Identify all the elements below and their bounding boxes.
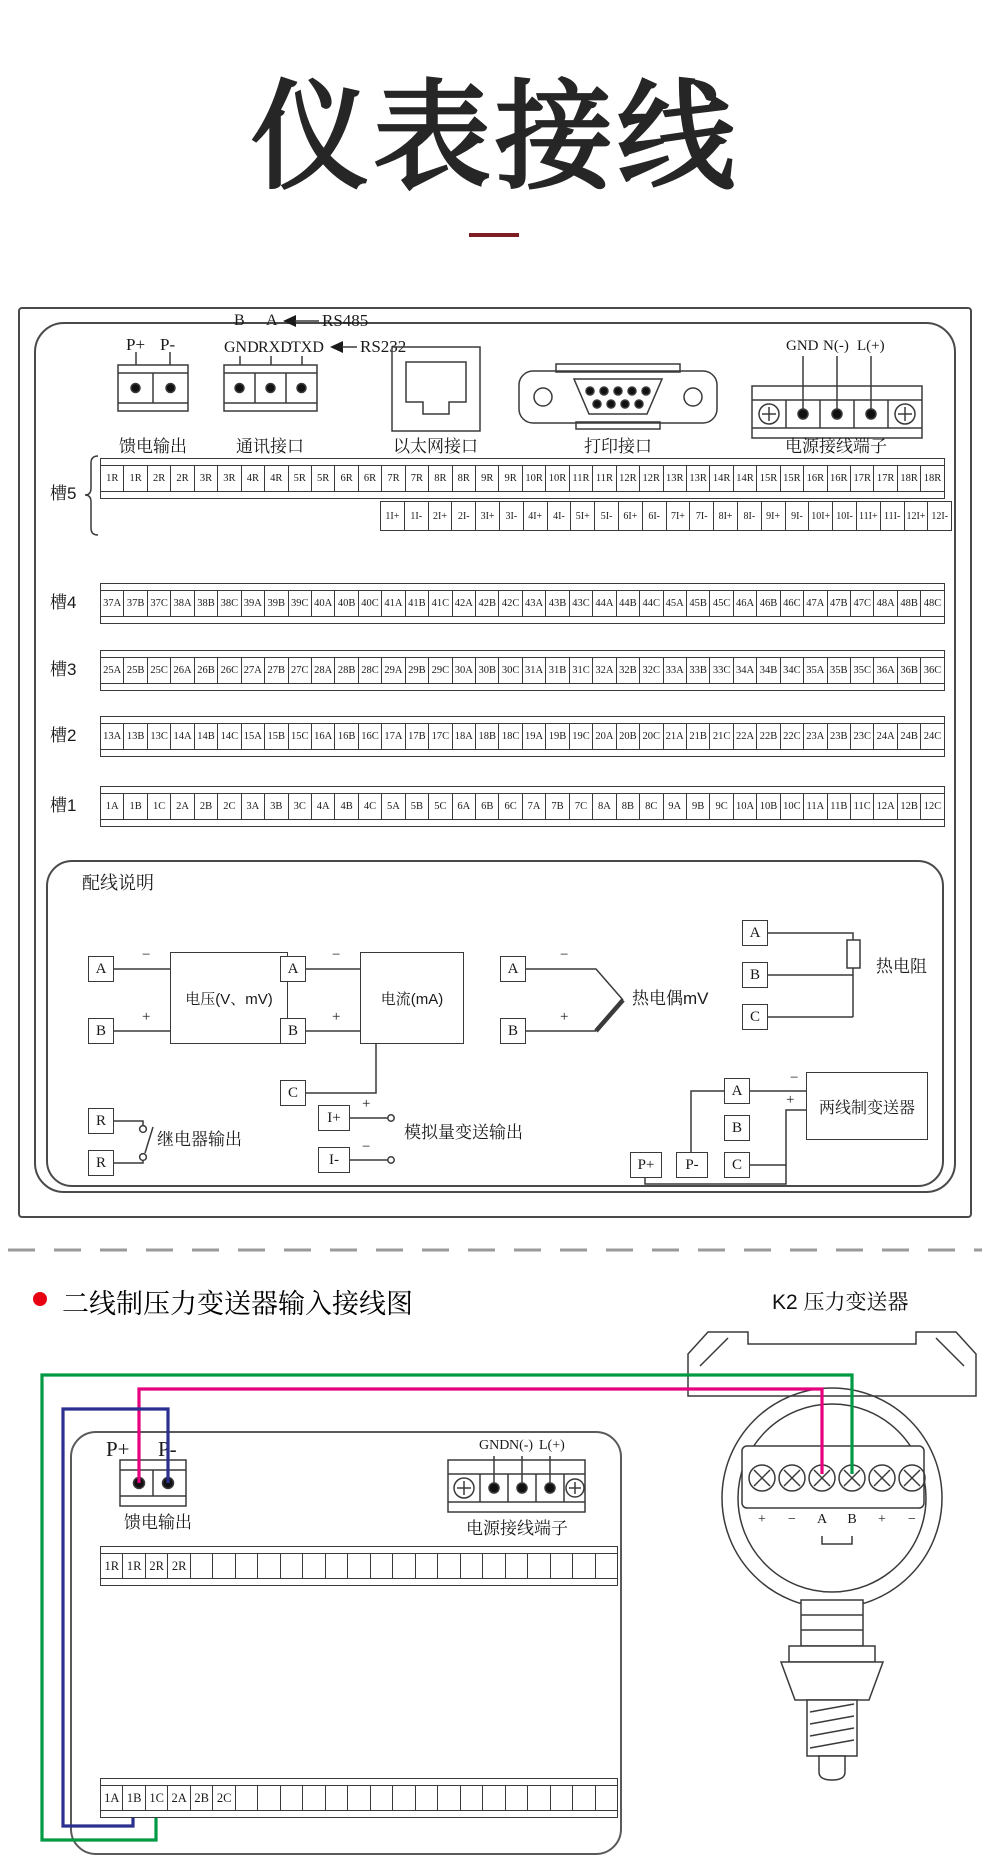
terminal-cell: 5C (429, 794, 452, 819)
feed-pminus-label: P- (160, 335, 176, 354)
terminal-cell: 15B (265, 724, 288, 749)
feed-pplus-label: P+ (126, 335, 146, 354)
terminal-cell: 29C (429, 658, 452, 683)
terminal-cell: 8R (429, 466, 452, 491)
terminal-cell: 15A (242, 724, 265, 749)
terminal-cell: 12B (898, 794, 921, 819)
terminal-cell: 47C (851, 591, 874, 616)
terminal-cell: 1C (148, 794, 171, 819)
power-gnd-label: GND (786, 338, 819, 354)
terminal-cell: 27B (265, 658, 288, 683)
terminal-cell: 19C (570, 724, 593, 749)
terminal-cell: 16A (312, 724, 335, 749)
terminal-cell: 5I- (595, 502, 619, 530)
terminal-cell: 42B (476, 591, 499, 616)
terminal-cell: 46B (757, 591, 780, 616)
terminal-cell: 5R (289, 466, 312, 491)
terminal-cell: 36B (898, 658, 921, 683)
terminal-cell: 22C (781, 724, 804, 749)
sign-plus: + (362, 1096, 371, 1112)
terminal-cell: 20A (593, 724, 616, 749)
terminal-cell: 4B (335, 794, 358, 819)
terminal-cell: 9C (710, 794, 733, 819)
feed-output-label: 馈电输出 (119, 437, 187, 456)
terminal-cell: 3C (289, 794, 312, 819)
terminal-cell: 9I- (786, 502, 810, 530)
power-n-label: N(-) (823, 338, 849, 354)
terminal-cell: 39C (289, 591, 312, 616)
feed-pminus-label-bottom: P- (158, 1437, 177, 1461)
terminal-cell: 2B (195, 794, 218, 819)
terminal-cell: 7R (382, 466, 405, 491)
transmitter-terminal-label: − (908, 1512, 916, 1527)
terminal-cell: 12A (874, 794, 897, 819)
terminal-cell: 10I- (833, 502, 857, 530)
terminal-cell: 20B (617, 724, 640, 749)
green-wire (42, 1375, 852, 1840)
terminal-cell: 10C (781, 794, 804, 819)
terminal-cell: 3R (218, 466, 241, 491)
rtd-label: 热电阻 (876, 957, 927, 976)
power-terminal-label-bottom: 电源接线端子 (466, 1519, 568, 1538)
terminal-cell: 7I+ (667, 502, 691, 530)
terminal-cell: 45B (687, 591, 710, 616)
terminal-cell: 29A (382, 658, 405, 683)
terminal-cell: 2I- (452, 502, 476, 530)
terminal-cell: 43B (546, 591, 569, 616)
terminal-cell: 1I+ (381, 502, 405, 530)
terminal-cell: 44A (593, 591, 616, 616)
terminal-cell: 29B (406, 658, 429, 683)
terminal-cell: 8I+ (714, 502, 738, 530)
terminal-cell: 2B (191, 1786, 213, 1810)
pink-wire (139, 1389, 822, 1483)
terminal-cell: 7B (546, 794, 569, 819)
rs232-label: RS232 (360, 337, 407, 356)
terminal-cell: 4A (312, 794, 335, 819)
voltage-input-box: 电压(V、mV) (170, 952, 288, 1044)
comm-rxd-label: RXD (258, 339, 292, 356)
terminal-cell: 2R (171, 466, 194, 491)
terminal-cell: 13R (687, 466, 710, 491)
terminal-cell: 40C (359, 591, 382, 616)
terminal-box-iplus: I+ (318, 1105, 350, 1131)
terminal-cell: 32C (640, 658, 663, 683)
terminal-cell: 8C (640, 794, 663, 819)
terminal-box-b: B (742, 962, 768, 988)
terminal-cell: 35C (851, 658, 874, 683)
terminal-cell: 48B (898, 591, 921, 616)
terminal-cell: 11C (851, 794, 874, 819)
terminal-cell: 11I- (881, 502, 905, 530)
terminal-cell: 16B (335, 724, 358, 749)
terminal-cell: 37B (124, 591, 147, 616)
terminal-cell: 18R (923, 473, 942, 484)
terminal-cell: 10R (546, 466, 569, 491)
page-title: 仪表接线 (250, 72, 739, 204)
terminal-cell: 10I+ (809, 502, 833, 530)
terminal-cell: 9R (476, 466, 499, 491)
terminal-cell: 13B (124, 724, 147, 749)
terminal-cell: 35B (828, 658, 851, 683)
terminal-cell: 22B (757, 724, 780, 749)
terminal-cell: 13R (664, 466, 687, 491)
sign-minus: − (362, 1139, 371, 1155)
terminal-cell: 33B (687, 658, 710, 683)
transmitter-device-label: K2 压力变送器 (772, 1291, 909, 1314)
terminal-cell: 6I+ (619, 502, 643, 530)
terminal-cell: 16C (359, 724, 382, 749)
terminal-cell: 2C (218, 794, 241, 819)
terminal-cell: 32B (617, 658, 640, 683)
thermocouple-label: 热电偶mV (632, 989, 709, 1008)
terminal-cell: 17R (851, 466, 874, 491)
sign-minus: − (332, 947, 341, 963)
transmitter-terminal-label: + (878, 1512, 886, 1527)
terminal-box-r: R (88, 1150, 114, 1176)
terminal-box-b: B (88, 1018, 114, 1044)
terminal-cell: 8R (453, 466, 476, 491)
terminal-cell: 7A (523, 794, 546, 819)
terminal-cell: 25C (148, 658, 171, 683)
sign-minus: − (790, 1070, 799, 1086)
power-n-label-bottom: N(-) (509, 1438, 534, 1453)
terminal-box-a: A (280, 956, 306, 982)
slot3-label: 槽3 (50, 660, 77, 679)
terminal-cell: 6A (453, 794, 476, 819)
terminal-cell: 3I+ (476, 502, 500, 530)
terminal-cell: 43C (570, 591, 593, 616)
terminal-cell: 13A (101, 724, 124, 749)
terminal-box-r: R (88, 1108, 114, 1134)
terminal-box-c: C (724, 1152, 750, 1178)
terminal-cell: 38A (171, 591, 194, 616)
terminal-cell: 3A (242, 794, 265, 819)
slot5-label: 槽5 (50, 484, 77, 503)
terminal-cell: 7R (406, 466, 429, 491)
comm-a-label: A (266, 312, 278, 329)
terminal-cell: 21A (664, 724, 687, 749)
terminal-box-b: B (280, 1018, 306, 1044)
slot1-label: 槽1 (50, 796, 77, 815)
terminal-cell: 9I+ (762, 502, 786, 530)
terminal-cell: 9B (687, 794, 710, 819)
terminal-cell: 22A (734, 724, 757, 749)
terminal-cell: 4C (359, 794, 382, 819)
terminal-cell: 25A (101, 658, 124, 683)
terminal-cell: 4R (242, 466, 265, 491)
terminal-cell: 48C (923, 598, 942, 609)
terminal-cell: 21C (710, 724, 733, 749)
terminal-cell: 45C (710, 591, 733, 616)
terminal-cell: 11R (593, 466, 616, 491)
terminal-cell: 36A (874, 658, 897, 683)
terminal-cell: 48A (874, 591, 897, 616)
comm-txd-label: TXD (291, 339, 324, 356)
terminal-cell: 8I- (738, 502, 762, 530)
transmitter-terminal-label: + (758, 1512, 766, 1527)
terminal-cell: 37A (101, 591, 124, 616)
terminal-cell: 5B (406, 794, 429, 819)
terminal-cell: 14R (734, 466, 757, 491)
sign-plus: + (142, 1009, 151, 1025)
terminal-cell: 7C (570, 794, 593, 819)
terminal-cell: 31B (546, 658, 569, 683)
terminal-cell: 38C (218, 591, 241, 616)
terminal-cell: 26C (218, 658, 241, 683)
terminal-cell: 5I+ (571, 502, 595, 530)
power-terminal-label: 电源接线端子 (785, 437, 887, 456)
terminal-cell: 7I- (690, 502, 714, 530)
terminal-cell: 6B (476, 794, 499, 819)
section2-title: 二线制压力变送器输入接线图 (62, 1289, 413, 1319)
terminal-cell: 17A (382, 724, 405, 749)
sign-plus: + (332, 1009, 341, 1025)
terminal-cell: 24A (874, 724, 897, 749)
terminal-cell: 10B (757, 794, 780, 819)
terminal-box-pminus: P- (676, 1152, 708, 1178)
terminal-cell: 11A (804, 794, 827, 819)
terminal-cell: 40A (312, 591, 335, 616)
terminal-cell: 8A (593, 794, 616, 819)
terminal-cell: 16R (804, 466, 827, 491)
terminal-cell: 11B (828, 794, 851, 819)
terminal-cell: 18R (898, 466, 921, 491)
terminal-cell: 1A (101, 794, 124, 819)
transmitter-terminal-label: − (788, 1512, 796, 1527)
terminal-cell: 2R (168, 1554, 190, 1578)
sign-plus: + (560, 1009, 569, 1025)
terminal-cell: 47B (828, 591, 851, 616)
terminal-cell: 6C (499, 794, 522, 819)
terminal-cell: 1C (146, 1786, 168, 1810)
terminal-cell: 1B (124, 794, 147, 819)
analog-output-label: 模拟量变送输出 (404, 1123, 523, 1142)
terminal-cell: 17C (429, 724, 452, 749)
terminal-cell: 18C (499, 724, 522, 749)
sign-plus: + (786, 1092, 795, 1108)
terminal-cell: 27C (289, 658, 312, 683)
terminal-cell: 15R (757, 466, 780, 491)
printer-port-label: 打印接口 (584, 437, 652, 456)
terminal-box-c: C (280, 1080, 306, 1106)
terminal-cell: 23A (804, 724, 827, 749)
terminal-cell: 42A (453, 591, 476, 616)
terminal-cell: 40B (335, 591, 358, 616)
comm-port-label: 通讯接口 (236, 437, 304, 456)
terminal-cell: 10A (734, 794, 757, 819)
sign-minus: − (142, 947, 151, 963)
terminal-cell: 30A (453, 658, 476, 683)
terminal-cell: 23C (851, 724, 874, 749)
terminal-cell: 3R (195, 466, 218, 491)
terminal-cell: 5A (382, 794, 405, 819)
terminal-cell: 28A (312, 658, 335, 683)
terminal-cell: 12C (923, 801, 942, 812)
terminal-cell: 11I+ (857, 502, 881, 530)
terminal-cell: 1R (123, 1554, 145, 1578)
terminal-cell: 11R (570, 466, 593, 491)
terminal-cell: 28B (335, 658, 358, 683)
terminal-cell: 1R (101, 466, 124, 491)
terminal-cell: 31A (523, 658, 546, 683)
current-input-box: 电流(mA) (360, 952, 464, 1044)
terminal-cell: 21B (687, 724, 710, 749)
terminal-cell: 1R (101, 1554, 123, 1578)
terminal-cell: 42C (499, 591, 522, 616)
terminal-cell: 26A (171, 658, 194, 683)
terminal-cell: 46C (781, 591, 804, 616)
terminal-cell: 44B (617, 591, 640, 616)
terminal-cell: 24C (923, 731, 942, 742)
terminal-cell: 39B (265, 591, 288, 616)
terminal-cell: 47A (804, 591, 827, 616)
slot2-label: 槽2 (50, 726, 77, 745)
power-l-label-bottom: L(+) (539, 1438, 565, 1453)
terminal-cell: 6R (359, 466, 382, 491)
terminal-cell: 30C (499, 658, 522, 683)
terminal-cell: 14A (171, 724, 194, 749)
terminal-cell: 3B (265, 794, 288, 819)
blue-wire (63, 1409, 168, 1826)
terminal-cell: 17B (406, 724, 429, 749)
terminal-cell: 34B (757, 658, 780, 683)
terminal-cell: 19A (523, 724, 546, 749)
terminal-cell: 18A (453, 724, 476, 749)
terminal-cell: 9R (499, 466, 522, 491)
terminal-cell: 1B (123, 1786, 145, 1810)
terminal-cell: 17R (874, 466, 897, 491)
relay-output-label: 继电器输出 (157, 1130, 242, 1149)
terminal-cell: 41C (429, 591, 452, 616)
ethernet-port-label: 以太网接口 (393, 437, 478, 456)
terminal-box-a: A (88, 956, 114, 982)
wiring-notes-title: 配线说明 (82, 873, 154, 893)
terminal-cell: 14C (218, 724, 241, 749)
terminal-cell: 12R (640, 466, 663, 491)
terminal-cell: 41B (406, 591, 429, 616)
comm-b-label: B (234, 312, 245, 329)
terminal-cell: 4I- (548, 502, 572, 530)
terminal-cell: 23B (828, 724, 851, 749)
rs485-label: RS485 (322, 311, 369, 330)
terminal-cell: 46A (734, 591, 757, 616)
terminal-cell: 31C (570, 658, 593, 683)
terminal-cell: 9A (664, 794, 687, 819)
terminal-cell: 12I+ (905, 502, 929, 530)
terminal-cell: 37C (148, 591, 171, 616)
terminal-cell: 24B (898, 724, 921, 749)
terminal-box-pplus: P+ (630, 1152, 662, 1178)
terminal-cell: 6R (335, 466, 358, 491)
terminal-box-a: A (742, 920, 768, 946)
terminal-cell: 14R (710, 466, 733, 491)
terminal-cell: 33A (664, 658, 687, 683)
terminal-cell: 15R (781, 466, 804, 491)
terminal-box-b: B (724, 1115, 750, 1141)
terminal-cell: 34A (734, 658, 757, 683)
terminal-cell: 14B (195, 724, 218, 749)
terminal-cell: 28C (359, 658, 382, 683)
slot4-label: 槽4 (50, 593, 77, 612)
terminal-cell: 2C (213, 1786, 235, 1810)
sign-minus: − (560, 947, 569, 963)
power-l-label: L(+) (857, 338, 885, 354)
terminal-box-b: B (500, 1018, 526, 1044)
feed-output-label-bottom: 馈电输出 (124, 1513, 192, 1532)
terminal-cell: 1I- (405, 502, 429, 530)
terminal-cell: 35A (804, 658, 827, 683)
terminal-cell: 41A (382, 591, 405, 616)
terminal-cell: 38B (195, 591, 218, 616)
terminal-cell: 19B (546, 724, 569, 749)
feed-pplus-label-bottom: P+ (106, 1437, 130, 1461)
terminal-cell: 3I- (500, 502, 524, 530)
terminal-cell: 45A (664, 591, 687, 616)
terminal-box-c: C (742, 1004, 768, 1030)
terminal-cell: 25B (124, 658, 147, 683)
terminal-cell: 2I+ (429, 502, 453, 530)
terminal-cell: 6I- (643, 502, 667, 530)
terminal-cell: 43A (523, 591, 546, 616)
terminal-cell: 26B (195, 658, 218, 683)
terminal-cell: 4R (265, 466, 288, 491)
terminal-cell: 13C (148, 724, 171, 749)
terminal-cell: 4I+ (524, 502, 548, 530)
terminal-cell: 5R (312, 466, 335, 491)
transmitter-terminal-label: A (816, 1512, 828, 1527)
terminal-cell: 2R (148, 466, 171, 491)
terminal-cell: 20C (640, 724, 663, 749)
terminal-cell: 8B (617, 794, 640, 819)
terminal-cell: 10R (523, 466, 546, 491)
terminal-box-a: A (500, 956, 526, 982)
terminal-cell: 15C (289, 724, 312, 749)
terminal-cell: 12R (617, 466, 640, 491)
power-gnd-label-bottom: GND (479, 1438, 510, 1453)
terminal-cell: 1A (101, 1786, 123, 1810)
terminal-cell: 30B (476, 658, 499, 683)
terminal-box-iminus: I- (318, 1147, 350, 1173)
terminal-cell: 34C (781, 658, 804, 683)
terminal-cell: 1R (124, 466, 147, 491)
terminal-cell: 36C (923, 665, 942, 676)
terminal-cell: 44C (640, 591, 663, 616)
terminal-cell: 12I- (931, 510, 949, 522)
terminal-cell: 16R (828, 466, 851, 491)
terminal-cell: 33C (710, 658, 733, 683)
terminal-cell: 27A (242, 658, 265, 683)
terminal-cell: 2A (168, 1786, 190, 1810)
terminal-box-a: A (724, 1078, 750, 1104)
terminal-cell: 2R (146, 1554, 168, 1578)
terminal-cell: 2A (171, 794, 194, 819)
two-wire-transmitter-box: 两线制变送器 (806, 1072, 928, 1140)
terminal-cell: 32A (593, 658, 616, 683)
comm-gnd-label: GND (224, 339, 259, 356)
terminal-cell: 39A (242, 591, 265, 616)
transmitter-terminal-label: B (847, 1512, 857, 1527)
terminal-cell: 18B (476, 724, 499, 749)
